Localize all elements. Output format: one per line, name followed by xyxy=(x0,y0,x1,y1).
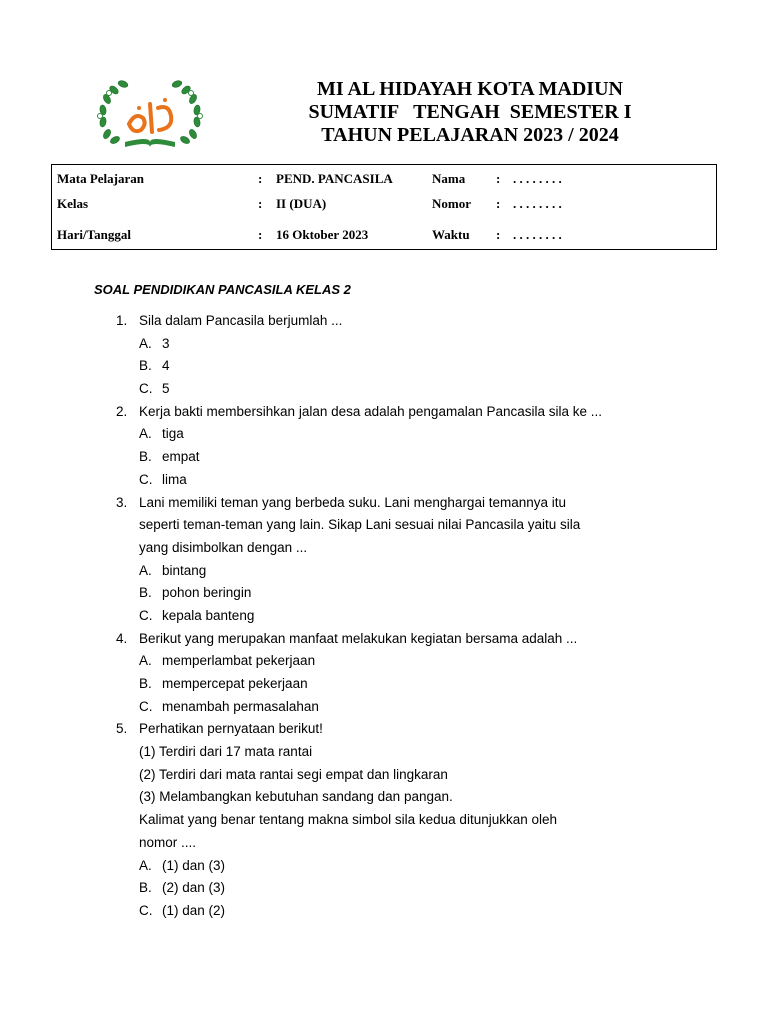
info-colon: : xyxy=(496,196,501,211)
question-text-continued xyxy=(0,537,768,560)
option-letter: A. xyxy=(139,653,152,669)
question-item xyxy=(0,718,768,741)
info-label-number: Nomor xyxy=(432,196,471,211)
info-colon: : xyxy=(496,227,501,242)
question-item xyxy=(0,401,768,424)
question-item xyxy=(0,628,768,651)
option-letter: C. xyxy=(139,902,153,918)
option-item xyxy=(0,900,768,923)
question-number: 1. xyxy=(116,313,128,328)
question-text-continued xyxy=(0,514,768,537)
info-label-date: Hari/Tanggal xyxy=(57,227,131,242)
option-item xyxy=(0,333,768,356)
option-item xyxy=(0,650,768,673)
header-school-year: TAHUN PELAJARAN 2023 / 2024 xyxy=(321,124,619,146)
option-letter: C. xyxy=(139,381,153,397)
question-text-continued xyxy=(0,786,768,809)
option-item xyxy=(0,469,768,492)
info-label-class: Kelas xyxy=(57,196,89,211)
info-value-subject: PEND. PANCASILA xyxy=(276,171,393,186)
school-logo-icon xyxy=(95,74,205,154)
option-text: (1) dan (3) xyxy=(162,857,226,873)
header-exam-name: SUMATIF TENGAH SEMESTER I xyxy=(308,101,632,123)
option-text: pohon beringin xyxy=(162,585,252,601)
option-letter: A. xyxy=(139,857,152,873)
option-item xyxy=(0,673,768,696)
option-item xyxy=(0,696,768,719)
info-value-time: . . . . . . . . xyxy=(513,227,562,242)
info-value-name: . . . . . . . . xyxy=(513,171,562,186)
option-item xyxy=(0,877,768,900)
option-text: memperlambat pekerjaan xyxy=(162,653,316,669)
option-text: empat xyxy=(162,449,200,465)
info-label-subject: Mata Pelajaran xyxy=(57,171,145,186)
option-item xyxy=(0,605,768,628)
option-text: lima xyxy=(162,471,187,487)
option-text: menambah permasalahan xyxy=(162,698,319,714)
question-text-continued xyxy=(0,832,768,855)
option-item xyxy=(0,855,768,878)
option-text: kepala banteng xyxy=(162,607,255,623)
question-number: 2. xyxy=(116,403,128,419)
option-text: (1) dan (2) xyxy=(162,902,226,918)
option-text: tiga xyxy=(162,426,184,442)
option-item xyxy=(0,423,768,446)
info-value-class: II (DUA) xyxy=(276,196,327,211)
option-letter: C. xyxy=(139,607,153,623)
statement-3: (3) Melambangkan kebutuhan sandang dan pangan. xyxy=(139,789,453,805)
info-value-number: . . . . . . . . xyxy=(513,196,562,211)
option-letter: B. xyxy=(139,358,152,374)
question-number: 4. xyxy=(116,630,128,646)
question-text-continued xyxy=(0,809,768,832)
question-text-continued xyxy=(0,764,768,787)
option-text: mempercepat pekerjaan xyxy=(162,676,308,691)
info-label-time: Waktu xyxy=(432,227,470,242)
option-letter: B. xyxy=(139,676,152,691)
option-letter: B. xyxy=(139,880,152,896)
question-text: yang disimbolkan dengan ... xyxy=(139,539,308,555)
option-letter: C. xyxy=(139,471,153,487)
option-text: 5 xyxy=(162,381,170,397)
option-text: 4 xyxy=(162,358,170,374)
option-letter: A. xyxy=(139,562,152,578)
option-item xyxy=(0,446,768,469)
question-number: 3. xyxy=(116,494,128,510)
question-number: 5. xyxy=(116,721,128,737)
option-letter: C. xyxy=(139,698,153,714)
header-school-name: MI AL HIDAYAH KOTA MADIUN xyxy=(317,78,623,100)
school-header xyxy=(270,78,670,147)
question-list xyxy=(0,310,768,923)
question-text: Sila dalam Pancasila berjumlah ... xyxy=(139,313,343,328)
question-text: Lani memiliki teman yang berbeda suku. Lani menghargai temannya itu xyxy=(139,494,566,510)
info-value-date: 16 Oktober 2023 xyxy=(276,227,369,242)
question-text-continued xyxy=(0,741,768,764)
option-item xyxy=(0,582,768,605)
info-colon: : xyxy=(496,171,501,186)
statement-2: (2) Terdiri dari mata rantai segi empat dan lingkaran xyxy=(139,766,448,782)
option-item xyxy=(0,378,768,401)
info-colon: : xyxy=(258,227,263,242)
info-label-name: Nama xyxy=(432,171,466,186)
question-text: Perhatikan pernyataan berikut! xyxy=(139,721,323,737)
option-letter: A. xyxy=(139,426,152,442)
option-item xyxy=(0,355,768,378)
question-text: Kalimat yang benar tentang makna simbol sila kedua ditunjukkan oleh xyxy=(139,812,558,828)
info-colon: : xyxy=(258,196,263,211)
statement-1: (1) Terdiri dari 17 mata rantai xyxy=(139,744,313,760)
question-text: Kerja bakti membersihkan jalan desa adalah pengamalan Pancasila sila ke ... xyxy=(139,403,603,419)
option-text: bintang xyxy=(162,562,207,578)
option-letter: B. xyxy=(139,449,152,465)
option-letter: A. xyxy=(139,335,152,351)
question-text: Berikut yang merupakan manfaat melakukan kegiatan bersama adalah ... xyxy=(139,630,578,646)
option-text: 3 xyxy=(162,335,170,351)
option-item xyxy=(0,560,768,583)
question-text: nomor .... xyxy=(139,834,197,850)
question-text: seperti teman-teman yang lain. Sikap Lani sesuai nilai Pancasila yaitu sila xyxy=(139,517,581,533)
question-item xyxy=(0,492,768,515)
info-colon: : xyxy=(258,171,263,186)
question-item xyxy=(0,310,768,333)
option-text: (2) dan (3) xyxy=(162,880,226,896)
section-title: SOAL PENDIDIKAN PANCASILA KELAS 2 xyxy=(94,282,351,297)
option-letter: B. xyxy=(139,585,152,601)
